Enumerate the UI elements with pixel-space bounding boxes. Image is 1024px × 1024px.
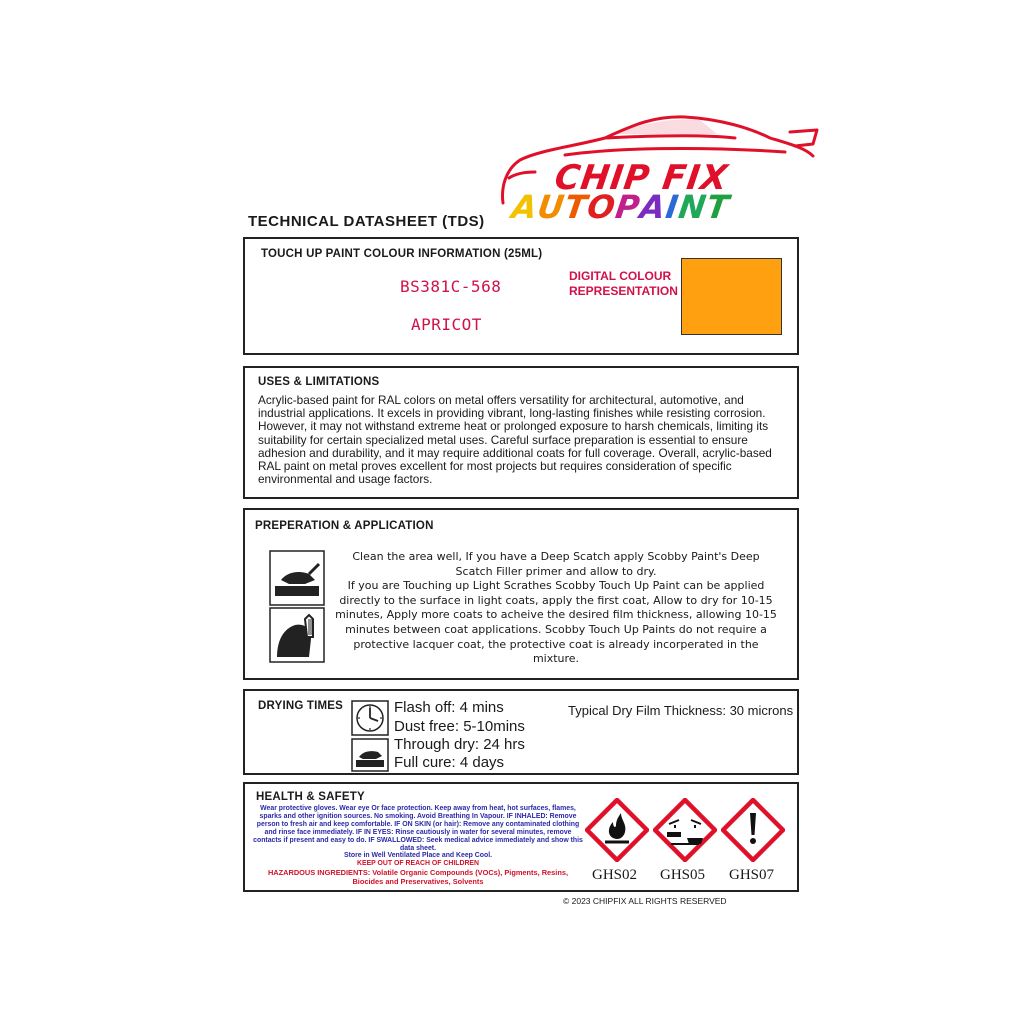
ghs05-label: GHS05 xyxy=(660,867,706,883)
logo-letter: T xyxy=(704,188,733,226)
ghs02-label: GHS02 xyxy=(592,867,638,883)
colour-name: APRICOT xyxy=(411,315,482,334)
digital-colour-label: DIGITAL COLOUR REPRESENTATION xyxy=(569,269,678,298)
logo-letter: O xyxy=(584,188,619,226)
logo-letter: U xyxy=(535,188,568,226)
full-cure-time: Full cure: 4 days xyxy=(394,754,505,771)
drying-heading: DRYING TIMES xyxy=(258,700,344,712)
dust-free-time: Dust free: 5-10mins xyxy=(394,718,525,735)
health-body xyxy=(253,805,583,886)
preparation-paragraph-1: Clean the area well, If you have a Deep Scatch apply Scobby Paint's Deep Scatch Filler primer and allow to dry. xyxy=(352,550,760,578)
health-instructions: Wear protective gloves. Wear eye Or face protection. Keep away from heat, hot surfaces, flames, sparks and other ignition sources. No smoking. Avoid Breathing In Vapour. IF INHALED: Remove person to fresh air and keep comfortable. IF ON SKIN (or hair): Remove any contaminated clothing and rinse face immediately. IF IN EYES: Rinse cautiously in water for several minutes, remove contacts if present and easy to do. IF SWALLOWED: Seek medical advice immediately and show this data sheet. xyxy=(253,805,583,852)
logo-autopaint-text xyxy=(509,188,732,226)
preparation-body xyxy=(333,550,779,667)
uses-body-text: Acrylic-based paint for RAL colors on metal offers versatility for architectural, automotive, and industrial applications. It excels in providing vibrant, long-lasting finishes while resisting corrosion. However, it may not withstand extreme heat or prolonged exposure to harsh chemicals, limiting its suitability for certain specialized metal uses. Careful surface preparation is essential to ensure adhesion and durability, and it may require additional coats for full coverage. Overall, acrylic-based RAL paint on metal proves excellent for most projects but requires consideration of specific environmental and usage factors. xyxy=(258,393,772,487)
health-heading: HEALTH & SAFETY xyxy=(256,791,365,803)
logo-letter: N xyxy=(676,188,710,226)
copyright-notice: © 2023 CHIPFIX ALL RIGHTS RESERVED xyxy=(563,896,727,906)
ghs07-label: GHS07 xyxy=(729,867,775,883)
preparation-section xyxy=(243,508,799,680)
logo-letter: A xyxy=(509,188,541,226)
health-safety-section xyxy=(243,782,799,892)
logo-chip-fix-text: CHIP FIX xyxy=(552,158,731,198)
document-title: TECHNICAL DATASHEET (TDS) xyxy=(248,213,485,230)
logo-letter: P xyxy=(613,188,643,226)
uses-heading: USES & LIMITATIONS xyxy=(258,376,380,388)
corrosion-icon xyxy=(653,798,717,862)
clock-icon xyxy=(351,700,389,736)
flame-icon xyxy=(585,798,649,862)
film-thickness: Typical Dry Film Thickness: 30 microns xyxy=(568,703,794,718)
colour-code: BS381C-568 xyxy=(400,277,502,296)
logo-letter: T xyxy=(562,188,591,226)
colour-info-section xyxy=(243,237,799,355)
through-dry-time: Through dry: 24 hrs xyxy=(394,736,525,753)
preparation-paragraph-2: If you are Touching up Light Scrathes Scobby Touch Up Paint can be applied directly to the surface in light coats, apply the first coat, Allow to dry for 10-15 minutes, Apply more coats to acheive the desired film thickness, allowing 10-15 minutes between coat applications. Scobby Touch Up Paints do not require a protective lacquer coat, the protective coat is already incorperated in the mixture. xyxy=(335,579,777,666)
logo-letter: A xyxy=(637,188,669,226)
colour-swatch xyxy=(681,258,782,335)
hazardous-ingredients: HAZARDOUS INGREDIENTS: Volatile Organic Compounds (VOCs), Pigments, Resins, Biocides and Preservatives, Solvents xyxy=(267,868,569,887)
uses-limitations-section xyxy=(243,366,799,499)
storage-note: Store in Well Ventilated Place and Keep Cool. xyxy=(343,852,493,860)
flash-off-time: Flash off: 4 mins xyxy=(394,699,504,716)
exclamation-icon xyxy=(721,798,785,862)
surface-clean-icon xyxy=(269,550,325,606)
children-warning: KEEP OUT OF REACH OF CHILDREN xyxy=(357,860,479,868)
apply-coat-icon xyxy=(269,607,325,663)
hand-on-surface-icon xyxy=(351,738,389,772)
drying-times-section xyxy=(243,689,799,775)
logo-letter: I xyxy=(663,188,682,226)
preparation-heading: PREPERATION & APPLICATION xyxy=(255,520,434,532)
colour-info-heading: TOUCH UP PAINT COLOUR INFORMATION (25ML) xyxy=(261,248,543,260)
